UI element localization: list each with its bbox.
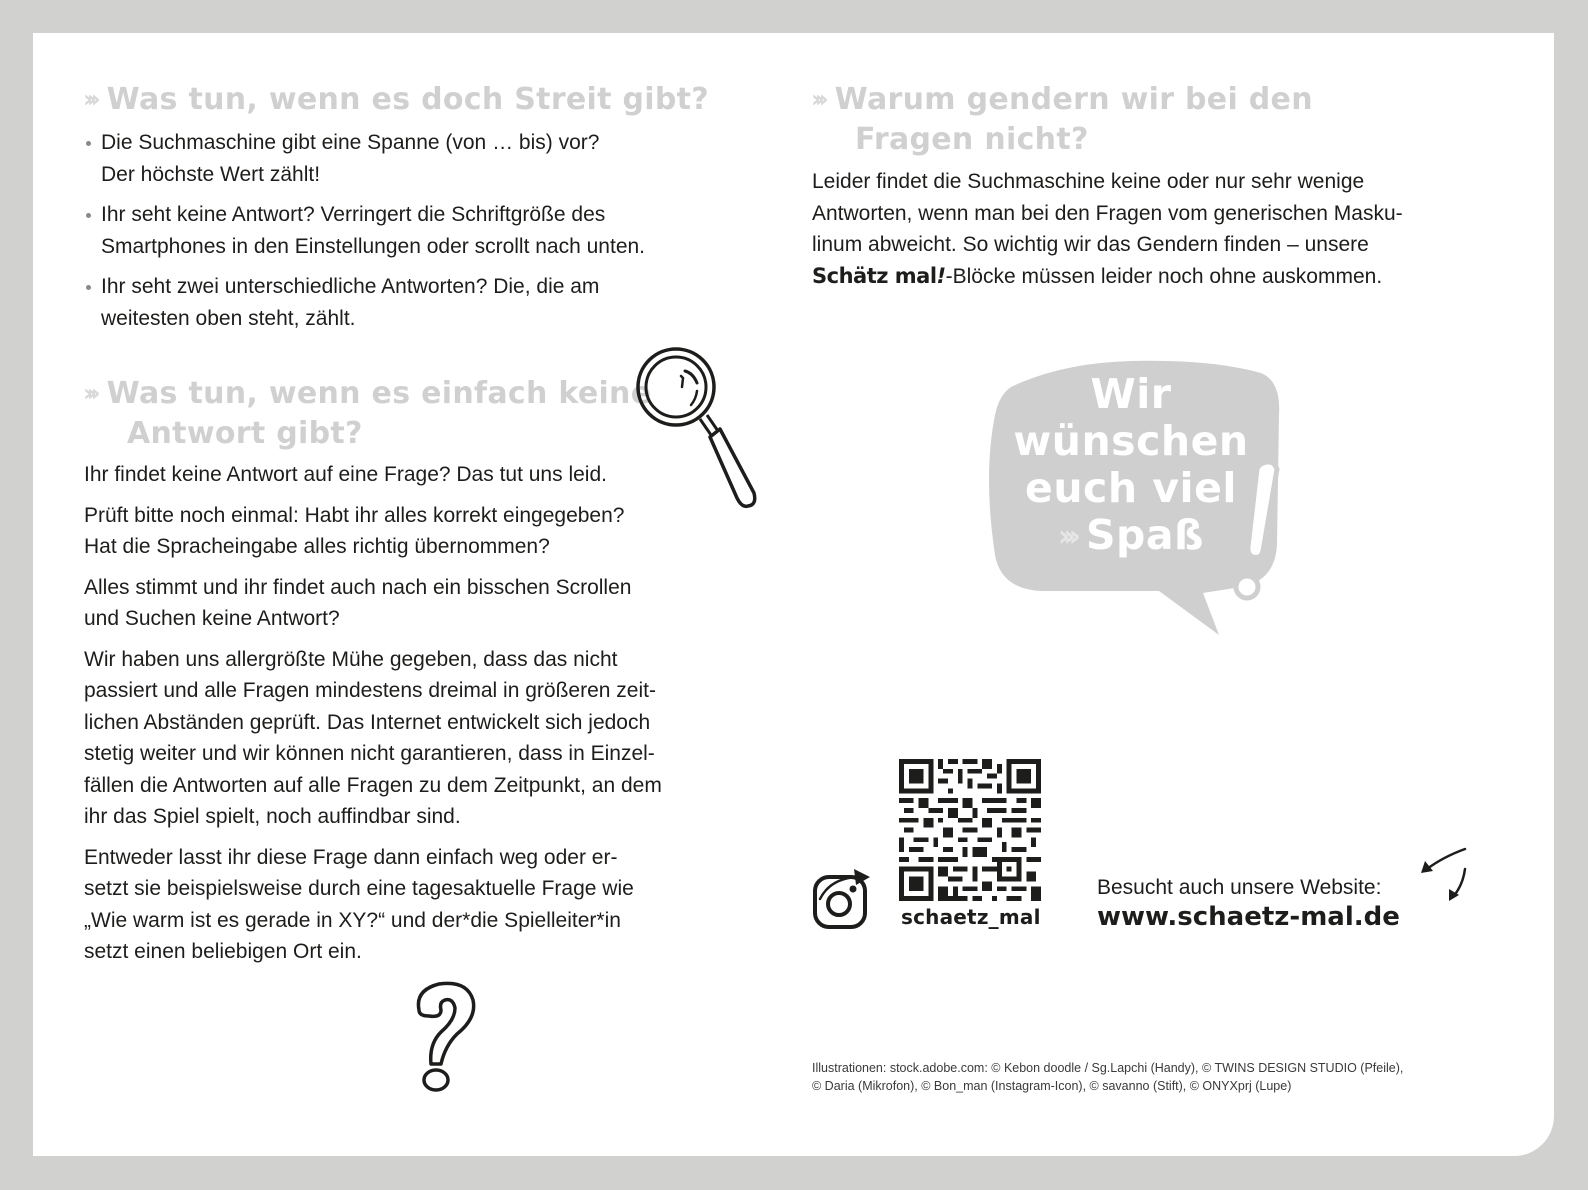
bullet-line: Die Suchmaschine gibt eine Spanne (von … bis) vor? [101,131,600,154]
instagram-icon[interactable] [811,873,869,931]
text-line: setzt sie beispielsweise durch eine tagesaktuelle Frage wie [84,877,634,900]
bullet-line: Ihr seht keine Antwort? Verringert die Schriftgröße des [101,203,606,226]
gendern-body [812,166,1512,292]
text-line: Leider findet die Suchmaschine keine oder nur sehr wenige [812,170,1365,193]
chevrons-icon: ››› [1057,519,1075,554]
question-mark-icon [411,978,483,1093]
bullet-item [84,199,764,262]
heading-text: Warum gendern wir bei den [834,82,1313,117]
paragraph [84,572,764,635]
text-line: setzt einen beliebigen Ort ein. [84,940,362,963]
paragraph [84,500,764,563]
bubble-line [1001,512,1261,560]
text-line: „Wie warm ist es gerade in XY?“ und der*die Spielleiter*in [84,908,621,932]
bullet-item [84,127,764,190]
heading-keine-antwort [83,373,651,454]
brand-excl: ! [936,263,946,288]
text-line: Wir haben uns allergrößte Mühe gegeben, dass das nicht [84,647,618,671]
text-line: stetig weiter und wir können nicht garantieren, dass in Einzel- [84,742,655,765]
website-label: Besucht auch unsere Website: [1097,876,1382,899]
paragraph [84,459,764,491]
bullet-item [84,271,764,334]
text-line: Ihr findet keine Antwort auf eine Frage? Das tut uns leid. [84,463,607,486]
keine-antwort-body [84,459,764,977]
heading-text: Was tun, wenn es einfach keine [106,376,652,411]
text-line: lichen Abständen geprüft. Das Internet entwickelt sich jedoch [84,710,651,734]
chevrons-icon: ››› [811,85,823,113]
text-line: Alles stimmt und ihr findet auch nach ein bisschen Scrollen [84,575,632,599]
heading-text: Fragen nicht? [855,122,1089,157]
credits-line: Illustrationen: stock.adobe.com: © Kebon doodle / Sg.Lapchi (Handy), © TWINS DESIGN STUDIO (Pfeile), [812,1061,1404,1075]
heading-text: Antwort gibt? [127,416,363,451]
website-link[interactable]: www.schaetz-mal.de [1097,902,1400,932]
bullet-list [84,127,764,343]
page [33,33,1554,1156]
instagram-handle[interactable]: schaetz_mal [901,905,1041,929]
paragraph [84,644,764,833]
bubble-line: wünschen [1013,417,1249,465]
bubble-line: euch viel [1025,464,1237,512]
bubble-word: Spaß [1086,511,1205,559]
bullet-line: Der höchste Wert zählt! [101,162,321,186]
heading-streit [83,79,709,120]
chevrons-icon: ››› [83,85,95,113]
bullet-line: Ihr seht zwei unterschiedliche Antworten? Die, die am [101,275,600,298]
text-line: Prüft bitte noch einmal: Habt ihr alles korrekt eingegeben? [84,503,625,527]
text-line: -Blöcke müssen leider noch ohne auskommen. [945,264,1383,288]
text-line: Entweder lasst ihr diese Frage dann einfach weg oder er- [84,845,618,869]
chevrons-icon: ››› [83,379,95,407]
bubble-text [1001,371,1261,560]
qr-code[interactable] [899,759,1041,901]
text-line: Hat die Spracheingabe alles richtig übernommen? [84,535,550,558]
heading-text: Was tun, wenn es doch Streit gibt? [106,82,710,117]
text-line: fällen die Antworten auf alle Fragen zu dem Zeitpunkt, an dem [84,773,662,797]
bubble-line: Wir [1090,370,1172,418]
heading-gendern [811,79,1313,160]
illustration-credits [812,1059,1512,1095]
text-line: ihr das Spiel spielt, noch auffindbar sind. [84,805,461,828]
brand-text: Schätz mal [812,263,937,288]
credits-line: © Daria (Mikrofon), © Bon_man (Instagram-Icon), © savanno (Stift), © ONYXprj (Lupe) [812,1079,1292,1093]
arrow-icon [1415,843,1475,905]
text-line: Antworten, wenn man bei den Fragen vom generischen Masku- [812,201,1403,225]
bullet-line: Smartphones in den Einstellungen oder scrollt nach unten. [101,234,646,258]
text-line: linum abweicht. So wichtig wir das Gendern finden – unsere [812,233,1369,256]
paragraph [84,842,764,968]
brand-name [812,264,946,288]
bullet-line: weitesten oben steht, zählt. [101,306,356,330]
text-line: und Suchen keine Antwort? [84,607,340,630]
text-line: passiert und alle Fragen mindestens dreimal in größeren zeit- [84,679,656,702]
